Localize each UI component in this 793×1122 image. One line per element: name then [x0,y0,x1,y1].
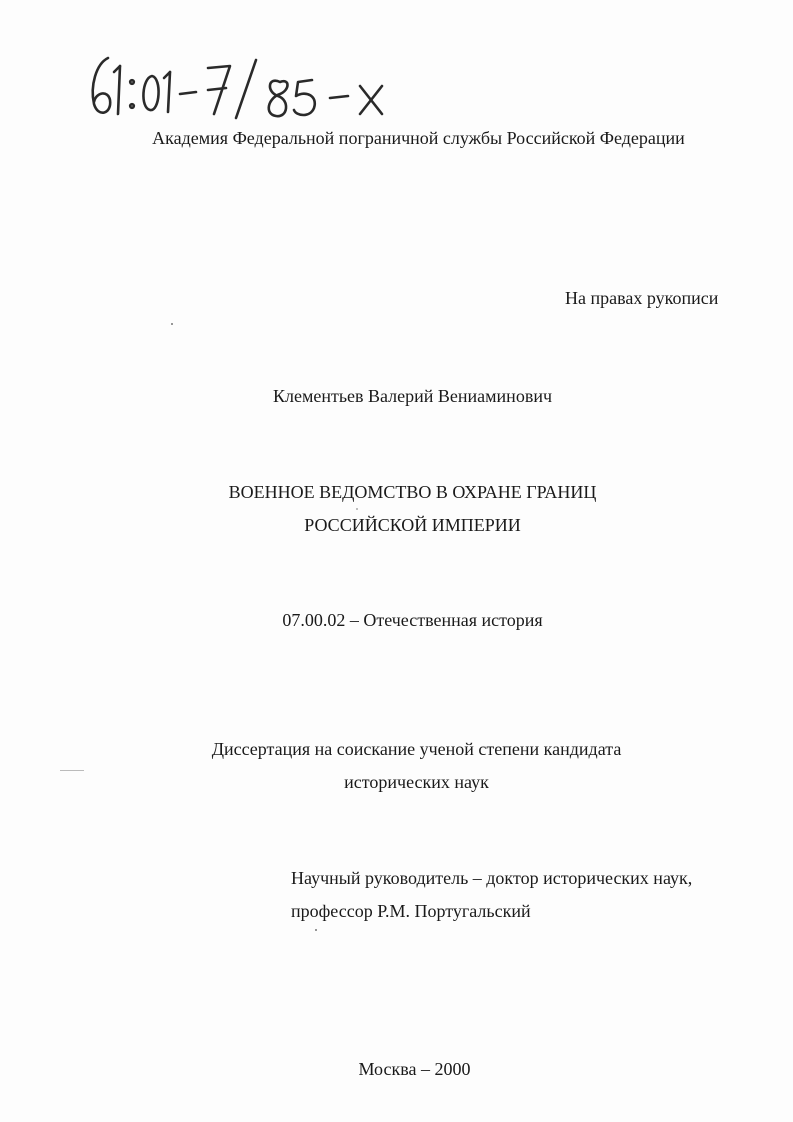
dissertation-title-line-2: РОССИЙСКОЙ ИМПЕРИИ [304,515,521,535]
degree-statement-line-2: исторических наук [344,772,489,792]
author-name: Клементьев Валерий Вениаминович [272,386,553,406]
handwritten-catalog-code [84,52,404,124]
scan-speck [315,929,317,931]
handwriting-drawing [84,52,404,124]
specialty-code: 07.00.02 – Отечественная история [282,610,543,630]
advisor-line-1: Научный руководитель – доктор исторических наук, [291,868,693,888]
dissertation-title-line-1: ВОЕННОЕ ВЕДОМСТВО В ОХРАНЕ ГРАНИЦ [228,482,597,502]
institution-name: Академия Федеральной пограничной службы Российской Федерации [152,128,685,148]
scan-speck [60,770,84,771]
scan-speck [356,508,358,510]
scan-speck [171,323,173,325]
advisor-line-2: профессор Р.М. Португальский [291,901,531,921]
city-year: Москва – 2000 [358,1059,471,1079]
rights-note: На правах рукописи [565,288,719,308]
degree-statement-line-1: Диссертация на соискание ученой степени кандидата [211,739,622,759]
